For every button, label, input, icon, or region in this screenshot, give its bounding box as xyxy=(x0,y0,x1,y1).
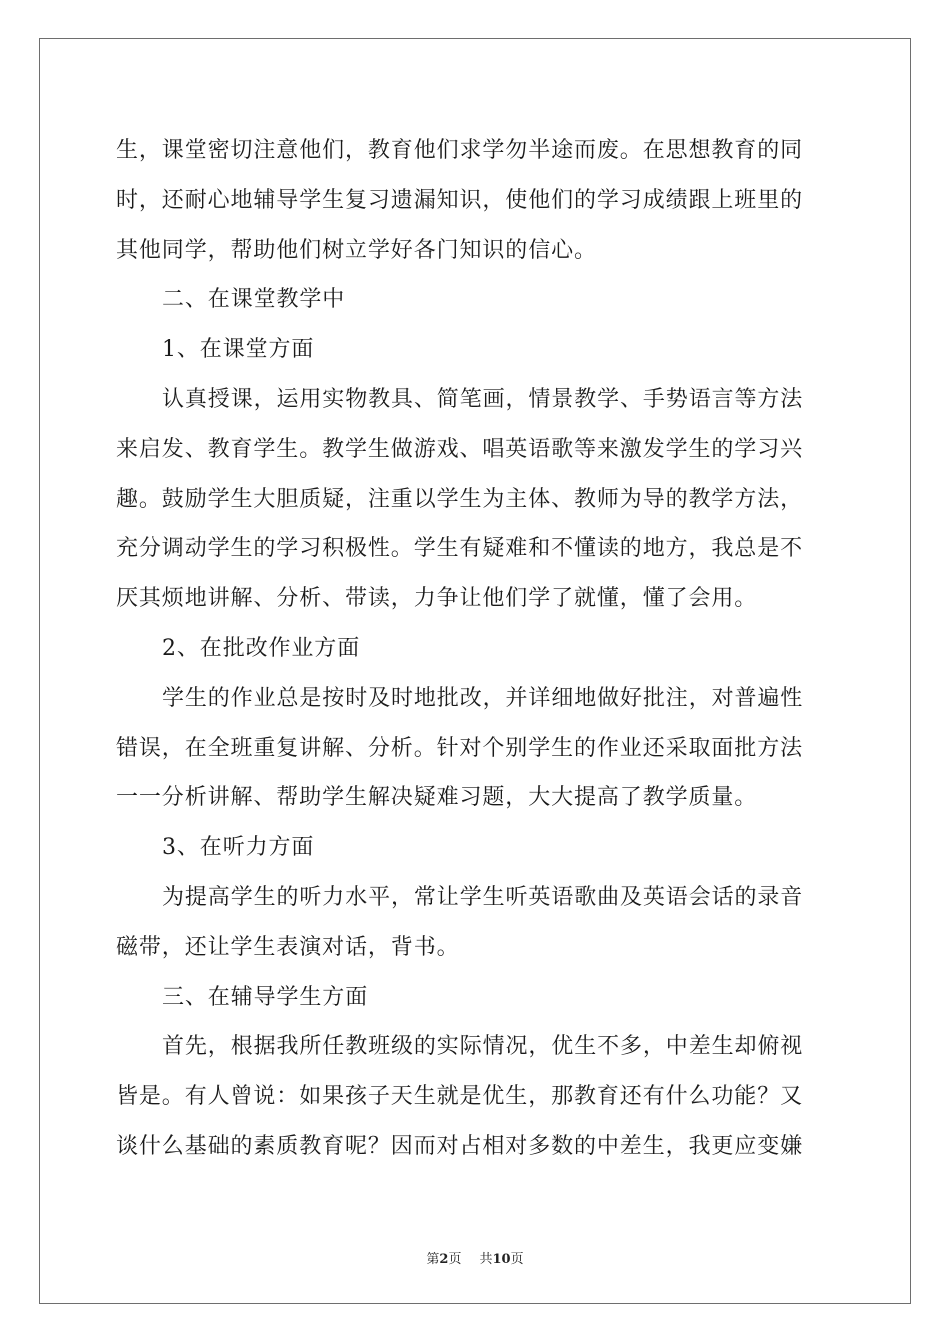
text-line: 首先，根据我所任教班级的实际情况，优生不多，中差生却俯视 xyxy=(162,1034,804,1060)
text-line: 趣。鼓励学生大胆质疑，注重以学生为主体、教师为导的教学方法， xyxy=(116,486,804,512)
text-line: 来启发、教育学生。教学生做游戏、唱英语歌等来激发学生的学习兴 xyxy=(116,436,804,462)
page-suffix: 页 xyxy=(448,1252,462,1267)
text-line: 3、在听力方面 xyxy=(162,835,315,861)
text-line: 磁带，还让学生表演对话，背书。 xyxy=(116,934,460,960)
text-line: 其他同学，帮助他们树立学好各门知识的信心。 xyxy=(116,237,597,263)
text-line: 二、在课堂教学中 xyxy=(162,287,346,313)
text-line: 错误，在全班重复讲解、分析。针对个别学生的作业还采取面批方法 xyxy=(116,735,804,761)
text-line: 为提高学生的听力水平，常让学生听英语歌曲及英语会话的录音 xyxy=(162,884,804,910)
text-line: 充分调动学生的学习积极性。学生有疑难和不懂读的地方，我总是不 xyxy=(116,536,804,562)
text-line: 一一分析讲解、帮助学生解决疑难习题，大大提高了教学质量。 xyxy=(116,785,758,811)
text-line: 谈什么基础的素质教育呢？因而对占相对多数的中差生，我更应变嫌 xyxy=(116,1133,804,1159)
text-line: 认真授课，运用实物教具、简笔画，情景教学、手势语言等方法 xyxy=(162,386,804,412)
text-line: 皆是。有人曾说：如果孩子天生就是优生，那教育还有什么功能？又 xyxy=(116,1084,804,1110)
text-line: 2、在批改作业方面 xyxy=(162,635,361,661)
text-line: 1、在课堂方面 xyxy=(162,337,315,363)
page-prefix: 第 xyxy=(426,1252,440,1267)
text-line: 时，还耐心地辅导学生复习遗漏知识，使他们的学习成绩跟上班里的 xyxy=(116,187,804,213)
text-line: 厌其烦地讲解、分析、带读，力争让他们学了就懂，懂了会用。 xyxy=(116,586,758,612)
total-pages: 10 xyxy=(492,1252,511,1267)
page-footer xyxy=(0,1248,950,1267)
text-line: 三、在辅导学生方面 xyxy=(162,984,369,1010)
document-body xyxy=(116,126,836,1172)
total-prefix: 共 xyxy=(479,1252,493,1267)
text-line: 生，课堂密切注意他们，教育他们求学勿半途而废。在思想教育的同 xyxy=(116,138,804,163)
page-number: 2 xyxy=(439,1252,449,1267)
text-line: 学生的作业总是按时及时地批改，并详细地做好批注，对普遍性 xyxy=(162,685,804,711)
total-suffix: 页 xyxy=(510,1252,524,1267)
